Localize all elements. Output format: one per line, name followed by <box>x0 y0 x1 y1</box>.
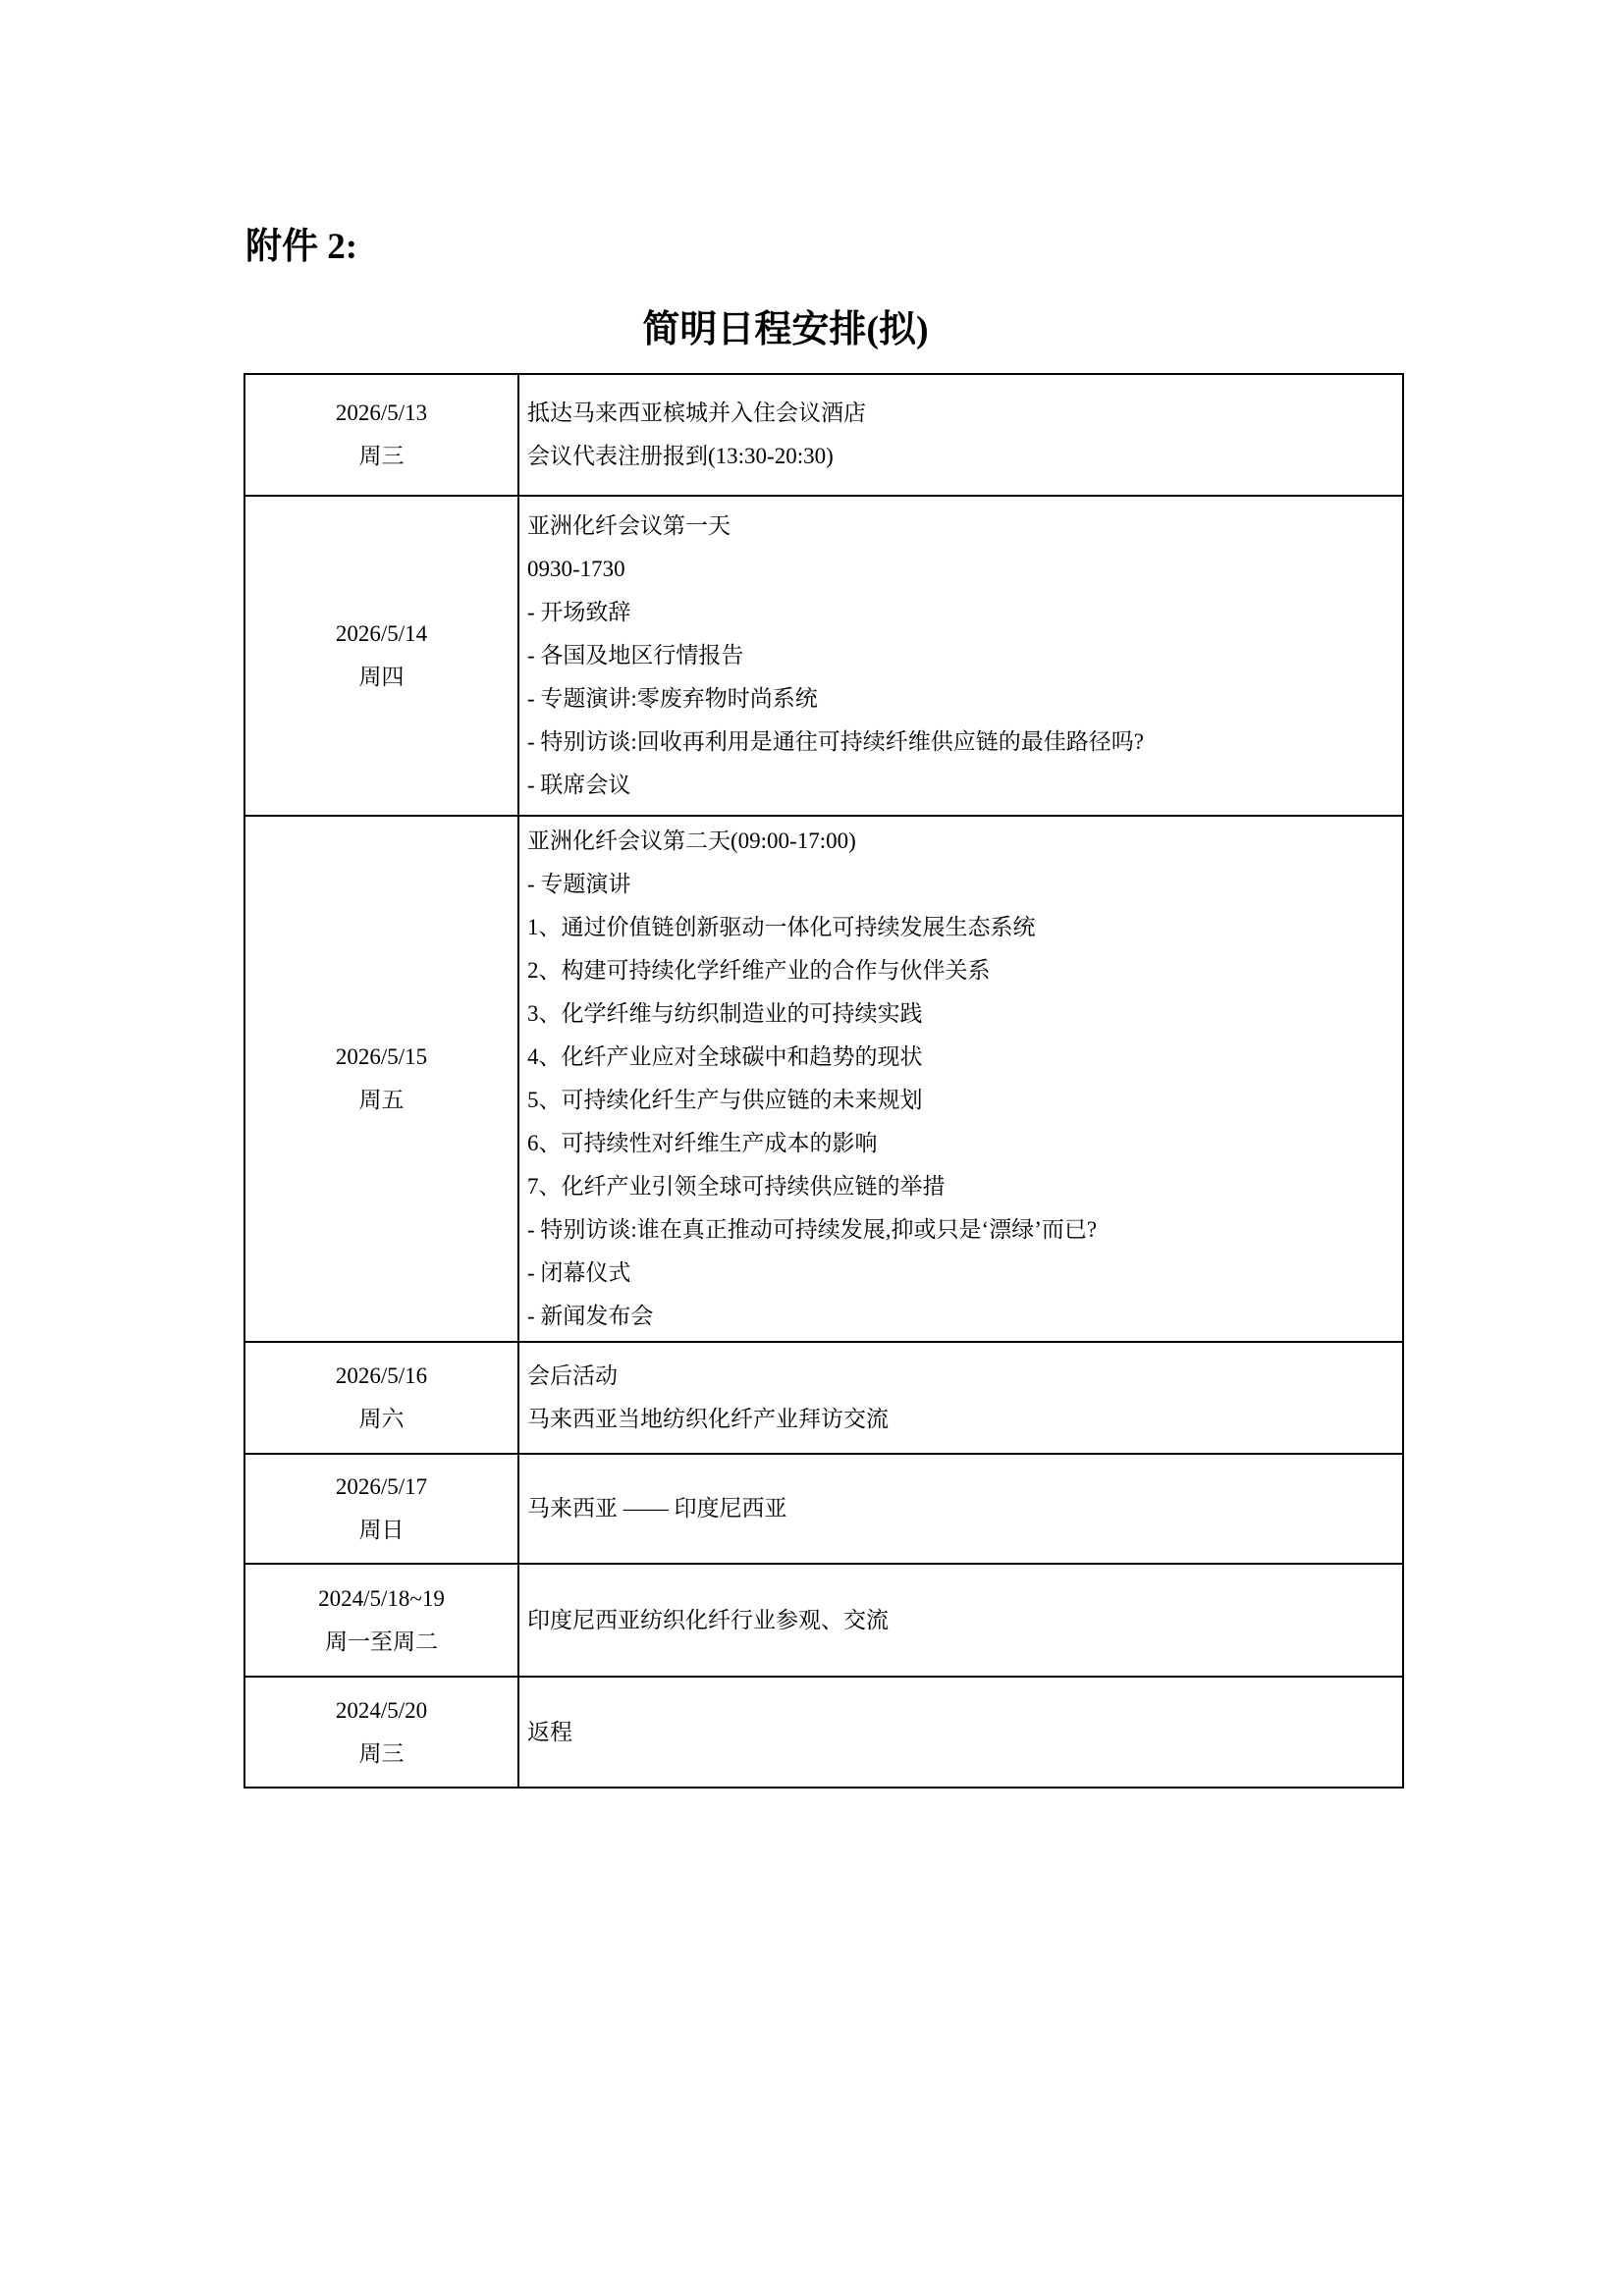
date-cell <box>244 374 518 496</box>
date-text: 2026/5/14 <box>335 621 428 646</box>
content-line: 6、可持续性对纤维生产成本的影响 <box>527 1131 878 1155</box>
content-line: 0930-1730 <box>527 557 625 581</box>
content-line: 5、可持续化纤生产与供应链的未来规划 <box>527 1088 923 1112</box>
date-text: 2026/5/17 <box>335 1474 428 1499</box>
content-line: - 特别访谈:谁在真正推动可持续发展,抑或只是‘漂绿’而已? <box>527 1217 1098 1242</box>
content-line: 返程 <box>527 1719 572 1744</box>
content-line: - 开场致辞 <box>527 600 631 624</box>
date-cell <box>244 1454 518 1564</box>
date-text: 2026/5/15 <box>335 1044 428 1069</box>
weekday-text: 周日 <box>358 1518 405 1542</box>
content-line: - 各国及地区行情报告 <box>527 643 744 667</box>
content-cell <box>518 1342 1403 1454</box>
table-row <box>244 1564 1403 1677</box>
content-line: 会后活动 <box>527 1363 618 1388</box>
content-cell <box>518 374 1403 496</box>
content-cell <box>518 1564 1403 1677</box>
date-cell <box>244 496 518 816</box>
weekday-text: 周五 <box>358 1088 405 1112</box>
weekday-text: 周三 <box>358 1740 405 1766</box>
content-cell <box>518 1677 1403 1788</box>
content-line: 4、化纤产业应对全球碳中和趋势的现状 <box>527 1044 923 1069</box>
date-cell <box>244 1677 518 1788</box>
date-cell <box>244 1342 518 1454</box>
content-line: 抵达马来西亚槟城并入住会议酒店 <box>527 400 866 425</box>
content-line: 亚洲化纤会议第一天 <box>527 513 731 538</box>
content-line: 马来西亚 —— 印度尼西亚 <box>527 1496 787 1521</box>
content-line: 会议代表注册报到(13:30-20:30) <box>527 444 834 468</box>
weekday-text: 周六 <box>358 1407 405 1431</box>
date-cell <box>244 816 518 1342</box>
schedule-table <box>244 373 1404 1789</box>
date-cell <box>244 1564 518 1677</box>
table-row <box>244 374 1403 496</box>
content-line: 亚洲化纤会议第二天(09:00-17:00) <box>527 828 856 853</box>
content-line: 1、通过价值链创新驱动一体化可持续发展生态系统 <box>527 915 1036 939</box>
content-line: - 特别访谈:回收再利用是通往可持续纤维供应链的最佳路径吗? <box>527 729 1145 754</box>
date-text: 2026/5/16 <box>335 1363 428 1388</box>
table-row <box>244 816 1403 1342</box>
content-line: 3、化学纤维与纺织制造业的可持续实践 <box>527 1001 923 1026</box>
content-line: - 专题演讲:零废弃物时尚系统 <box>527 686 818 711</box>
content-cell <box>518 1454 1403 1564</box>
weekday-text: 周三 <box>358 444 405 468</box>
content-line: 2、构建可持续化学纤维产业的合作与伙伴关系 <box>527 958 991 983</box>
content-line: 印度尼西亚纺织化纤行业参观、交流 <box>527 1607 889 1632</box>
content-line: - 专题演讲 <box>527 872 631 896</box>
content-line: - 新闻发布会 <box>527 1304 654 1328</box>
content-cell <box>518 816 1403 1342</box>
table-row <box>244 1342 1403 1454</box>
weekday-text: 周四 <box>358 665 405 689</box>
content-cell <box>518 496 1403 816</box>
content-line: - 闭幕仪式 <box>527 1260 631 1285</box>
date-text: 2026/5/13 <box>335 400 428 425</box>
table-row <box>244 1454 1403 1564</box>
content-line: 7、化纤产业引领全球可持续供应链的举措 <box>527 1174 946 1199</box>
attachment-label: 附件 2: <box>245 227 358 267</box>
content-line: 马来西亚当地纺织化纤产业拜访交流 <box>527 1407 889 1431</box>
page-title: 简明日程安排(拟) <box>642 309 929 350</box>
schedule-table-body <box>244 374 1403 1788</box>
content-line: - 联席会议 <box>527 773 631 797</box>
date-text: 2024/5/18~19 <box>318 1585 445 1611</box>
table-row <box>244 1677 1403 1788</box>
weekday-text: 周一至周二 <box>325 1629 438 1654</box>
table-row <box>244 496 1403 816</box>
date-text: 2024/5/20 <box>335 1697 428 1723</box>
